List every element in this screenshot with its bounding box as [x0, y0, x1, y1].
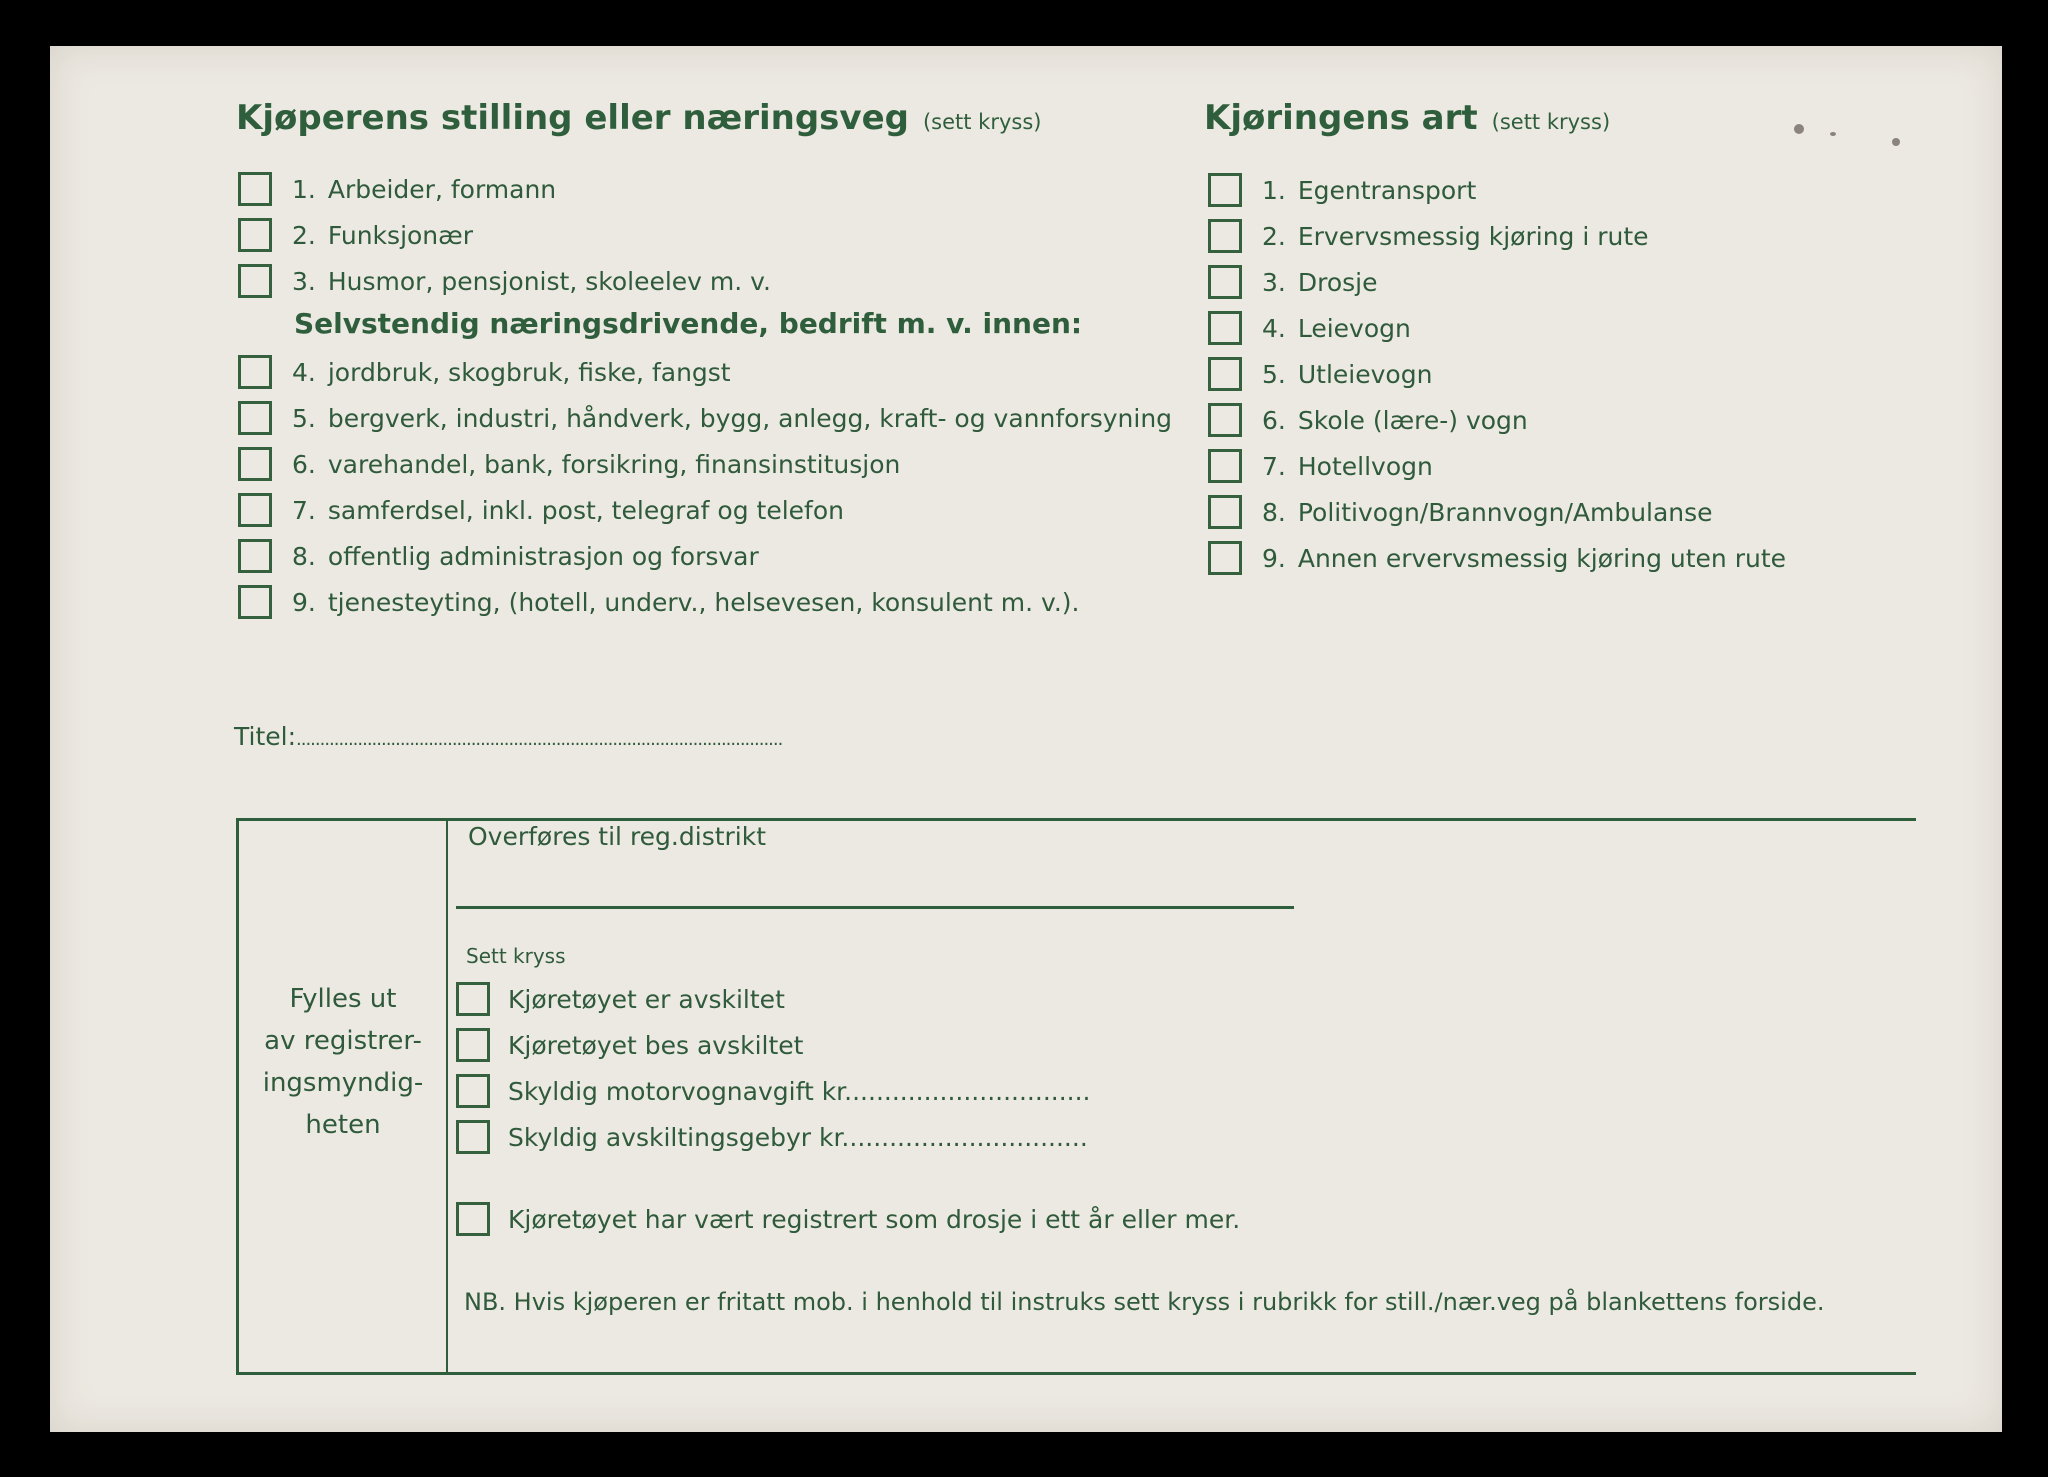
side-label-line: ingsmyndig- [262, 1068, 424, 1098]
side-label-line: Fylles ut [289, 984, 397, 1014]
checkbox[interactable] [238, 401, 272, 435]
checkbox[interactable] [238, 172, 272, 206]
box-top-rule [236, 818, 1916, 821]
checkbox[interactable] [1208, 219, 1242, 253]
transfer-district-label: Overføres til reg.distrikt [468, 822, 767, 851]
title-dotted-line[interactable]: ....................................................................................................... [296, 729, 783, 750]
option-number: 1. [292, 174, 316, 204]
checkbox[interactable] [456, 1074, 490, 1108]
checkbox[interactable] [1208, 265, 1242, 299]
registry-authority-label [240, 978, 446, 1146]
option-label: Politivogn/Brannvogn/Ambulanse [1297, 497, 1713, 527]
checkbox[interactable] [238, 355, 272, 389]
occupation-option-3[interactable] [238, 261, 771, 301]
plates-requested-option[interactable] [456, 1025, 803, 1065]
checkbox[interactable] [456, 1028, 490, 1062]
buyer-occupation-hint: (sett kryss) [922, 110, 1042, 134]
box-left-rule [236, 818, 239, 1375]
occupation-option-4[interactable] [238, 352, 731, 392]
option-label: Utleievogn [1297, 359, 1433, 389]
checkbox[interactable] [238, 539, 272, 573]
sett-kryss-label: Sett kryss [466, 944, 566, 968]
driving-option-6[interactable] [1208, 400, 1528, 440]
driving-option-1[interactable] [1208, 170, 1476, 210]
option-number: 4. [1262, 313, 1286, 343]
side-label-line: heten [305, 1110, 381, 1140]
driving-option-2[interactable] [1208, 216, 1649, 256]
option-number: 6. [1262, 405, 1286, 435]
checkbox[interactable] [238, 447, 272, 481]
option-number: 7. [292, 495, 316, 525]
option-number: 8. [292, 541, 316, 571]
option-number: 5. [292, 403, 316, 433]
ink-smudge [1794, 124, 1804, 134]
checkbox[interactable] [456, 1202, 490, 1236]
option-label: Kjøretøyet har vært registrert som drosje i ett år eller mer. [508, 1204, 1241, 1234]
option-number: 6. [292, 449, 316, 479]
checkbox[interactable] [1208, 495, 1242, 529]
option-number: 1. [1262, 175, 1286, 205]
occupation-option-8[interactable] [238, 536, 759, 576]
checkbox[interactable] [1208, 173, 1242, 207]
checkbox[interactable] [1208, 403, 1242, 437]
taxi-registered-option[interactable] [456, 1199, 1240, 1239]
option-label: Husmor, pensjonist, skoleelev m. v. [327, 266, 771, 296]
plates-removed-option[interactable] [456, 979, 785, 1019]
option-label: tjenesteyting, (hotell, underv., helsevesen, konsulent m. v.). [327, 587, 1080, 617]
checkbox[interactable] [456, 982, 490, 1016]
driving-option-5[interactable] [1208, 354, 1432, 394]
option-number: 3. [292, 266, 316, 296]
option-number: 4. [292, 357, 316, 387]
option-label: bergverk, industri, håndverk, bygg, anlegg, kraft- og vannforsyning [327, 403, 1173, 433]
buyer-occupation-heading [236, 98, 1041, 138]
occupation-option-9[interactable] [238, 582, 1080, 622]
driving-type-heading [1204, 98, 1610, 138]
checkbox[interactable] [1208, 311, 1242, 345]
box-bottom-rule [236, 1372, 1916, 1375]
checkbox[interactable] [238, 264, 272, 298]
option-number: 9. [1262, 543, 1286, 573]
checkbox[interactable] [238, 218, 272, 252]
occupation-option-7[interactable] [238, 490, 844, 530]
checkbox[interactable] [1208, 541, 1242, 575]
option-label: varehandel, bank, forsikring, finansinstitusjon [327, 449, 901, 479]
option-label: Leievogn [1297, 313, 1411, 343]
checkbox[interactable] [238, 493, 272, 527]
option-number: 5. [1262, 359, 1286, 389]
option-number: 2. [292, 220, 316, 250]
checkbox[interactable] [1208, 357, 1242, 391]
nb-note: NB. Hvis kjøperen er fritatt mob. i henhold til instruks sett kryss i rubrikk for still./nær.veg på blankettens forside. [464, 1288, 1825, 1316]
option-label: Egentransport [1297, 175, 1477, 205]
checkbox[interactable] [456, 1120, 490, 1154]
checkbox[interactable] [1208, 449, 1242, 483]
occupation-option-6[interactable] [238, 444, 900, 484]
option-number: 7. [1262, 451, 1286, 481]
driving-option-9[interactable] [1208, 538, 1786, 578]
self-employed-subheading: Selvstendig næringsdrivende, bedrift m. v. innen: [294, 307, 1083, 340]
option-label: Funksjonær [327, 220, 473, 250]
buyer-occupation-title: Kjøperens stilling eller næringsveg [236, 98, 909, 138]
driving-type-title: Kjøringens art [1204, 98, 1478, 138]
option-label: Arbeider, formann [327, 174, 557, 204]
option-label: Ervervsmessig kjøring i rute [1297, 221, 1649, 251]
option-label: Skyldig avskiltingsgebyr kr............................... [508, 1122, 1088, 1152]
option-label: offentlig administrasjon og forsvar [327, 541, 759, 571]
option-number: 2. [1262, 221, 1286, 251]
vehicle-tax-due-option[interactable] [456, 1071, 1091, 1111]
driving-option-7[interactable] [1208, 446, 1433, 486]
option-label: Skyldig motorvognavgift kr............................... [508, 1076, 1091, 1106]
option-label: Annen ervervsmessig kjøring uten rute [1297, 543, 1787, 573]
checkbox[interactable] [238, 585, 272, 619]
option-label: Kjøretøyet bes avskiltet [508, 1030, 804, 1060]
option-label: Skole (lære-) vogn [1297, 405, 1528, 435]
option-label: Drosje [1297, 267, 1378, 297]
side-label-line: av registrer- [264, 1026, 422, 1056]
driving-option-8[interactable] [1208, 492, 1713, 532]
option-label: Kjøretøyet er avskiltet [508, 984, 785, 1014]
option-label: samferdsel, inkl. post, telegraf og telefon [327, 495, 844, 525]
option-label: Hotellvogn [1297, 451, 1433, 481]
driving-type-hint: (sett kryss) [1491, 110, 1611, 134]
title-field[interactable] [234, 722, 782, 751]
ink-smudge [1830, 132, 1836, 136]
driving-option-4[interactable] [1208, 308, 1411, 348]
occupation-option-5[interactable] [238, 398, 1172, 438]
occupation-option-1[interactable] [238, 169, 556, 209]
box-divider-rule [446, 818, 448, 1375]
option-number: 8. [1262, 497, 1286, 527]
ink-smudge [1892, 138, 1900, 146]
occupation-option-2[interactable] [238, 215, 473, 255]
option-number: 9. [292, 587, 316, 617]
option-number: 3. [1262, 267, 1286, 297]
transfer-district-line[interactable] [456, 906, 1294, 909]
title-label: Titel: [234, 722, 296, 751]
driving-option-3[interactable] [1208, 262, 1378, 302]
plate-fee-due-option[interactable] [456, 1117, 1088, 1157]
option-label: jordbruk, skogbruk, fiske, fangst [327, 357, 731, 387]
